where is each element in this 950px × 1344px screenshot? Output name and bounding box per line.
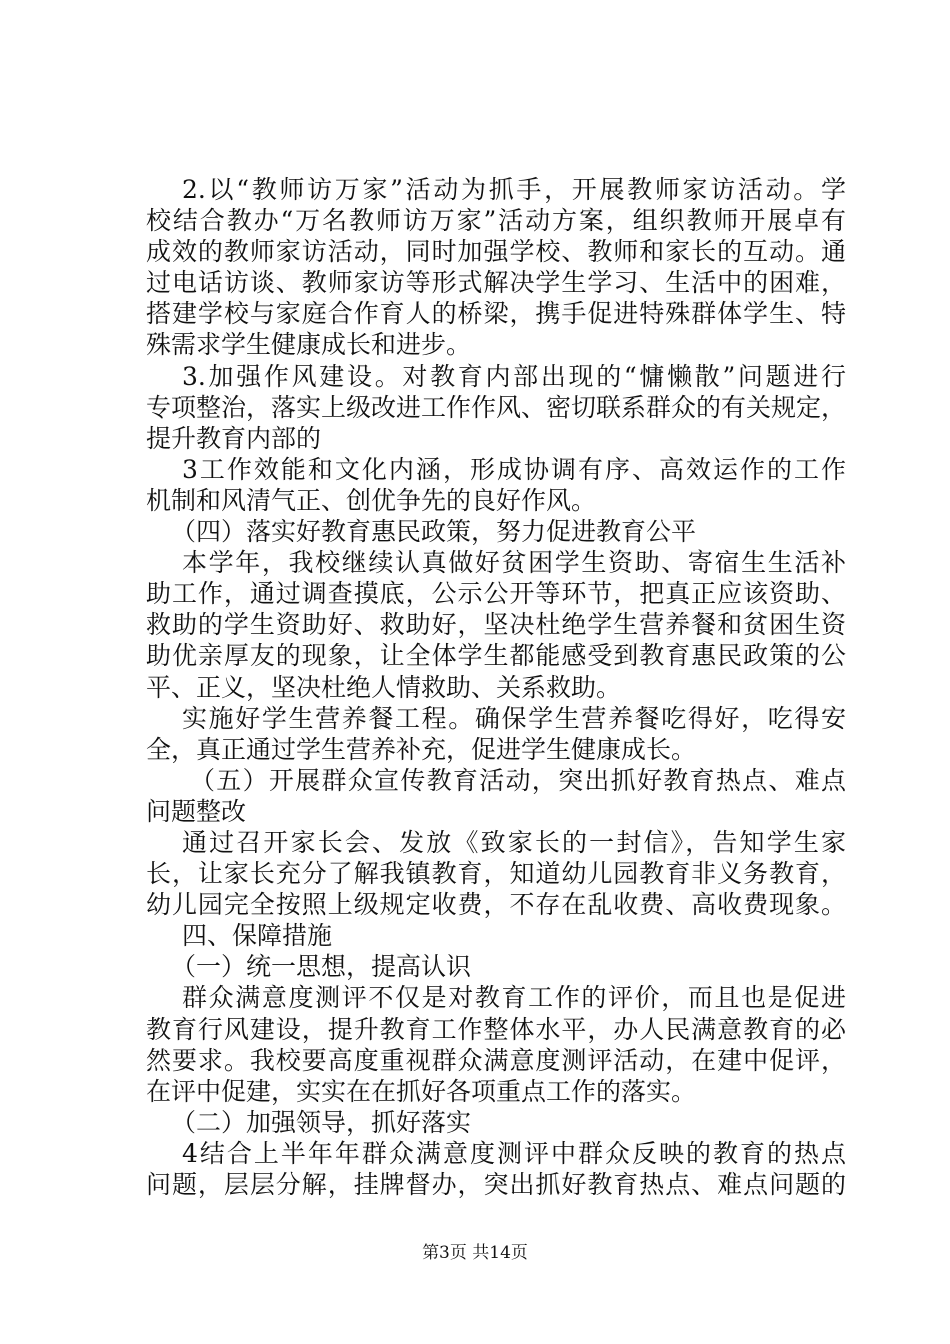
text-line: 助优亲厚友的现象，让全体学生都能感受到教育惠民政策的公 [146,641,846,671]
text-line: 本学年，我校继续认真做好贫困学生资助、寄宿生生活补 [182,548,846,578]
text-line: 长，让家长充分了解我镇教育，知道幼儿园教育非义务教育， [146,859,846,889]
text-line: 校结合教办“万名教师访万家”活动方案，组织教师开展卓有 [146,206,846,236]
text-line: 过电话访谈、教师家访等形式解决学生学习、生活中的困难， [146,268,846,298]
section-heading: 问题整改 [146,796,247,826]
text-line: 机制和风清气正、创优争先的良好作风。 [146,485,597,515]
text-line: 搭建学校与家庭合作育人的桥梁，携手促进特殊群体学生、特 [146,299,846,329]
text-line: 通过召开家长会、发放《致家长的一封信》，告知学生家 [182,827,846,857]
text-line: 教育行风建设，提升教育工作整体水平，办人民满意教育的必 [146,1014,846,1044]
section-heading: （五）开展群众宣传教育活动，突出抓好教育热点、难点 [190,765,846,795]
text-line: 3.加强作风建设。对教育内部出现的“慵懒散”问题进行 [182,361,846,391]
text-line: 3工作效能和文化内涵，形成协调有序、高效运作的工作 [182,454,846,484]
page-number-footer: 第3页 共14页 [422,1243,528,1263]
text-line: 在评中促建，实实在在抓好各项重点工作的落实。 [146,1076,697,1106]
text-line: 成效的教师家访活动，同时加强学校、教师和家长的互动。通 [146,237,846,267]
section-heading: （四）落实好教育惠民政策，努力促进教育公平 [171,517,697,547]
text-line: 专项整治，落实上级改进工作作风、密切联系群众的有关规定， [146,392,847,422]
text-line: 平、正义，坚决杜绝人情救助、关系救助。 [146,672,622,702]
text-line: 然要求。我校要高度重视群众满意度测评活动，在建中促评， [146,1045,846,1075]
text-line: 实施好学生营养餐工程。确保学生营养餐吃得好，吃得安 [182,703,846,733]
text-line: 救助的学生资助好、救助好，坚决杜绝学生营养餐和贫困生资 [146,610,846,640]
section-heading: （一）统一思想，提高认识 [171,952,472,982]
text-line: 4结合上半年年群众满意度测评中群众反映的教育的热点 [182,1138,846,1168]
text-line: 幼儿园完全按照上级规定收费，不存在乱收费、高收费现象。 [146,890,846,920]
text-line: 群众满意度测评不仅是对教育工作的评价，而且也是促进 [182,983,846,1013]
document-body [146,174,846,1200]
text-line: 助工作，通过调查摸底，公示公开等环节，把真正应该资助、 [146,579,846,609]
text-line: 2.以“教师访万家”活动为抓手，开展教师家访活动。学 [182,175,846,204]
section-heading: 四、保障措施 [182,921,333,951]
section-heading: （二）加强领导，抓好落实 [171,1107,472,1137]
text-line: 问题，层层分解，挂牌督办，突出抓好教育热点、难点问题的 [146,1170,846,1199]
text-line: 殊需求学生健康成长和进步。 [146,330,472,360]
text-line: 提升教育内部的 [146,423,322,453]
text-line: 全，真正通过学生营养补充，促进学生健康成长。 [146,734,697,764]
